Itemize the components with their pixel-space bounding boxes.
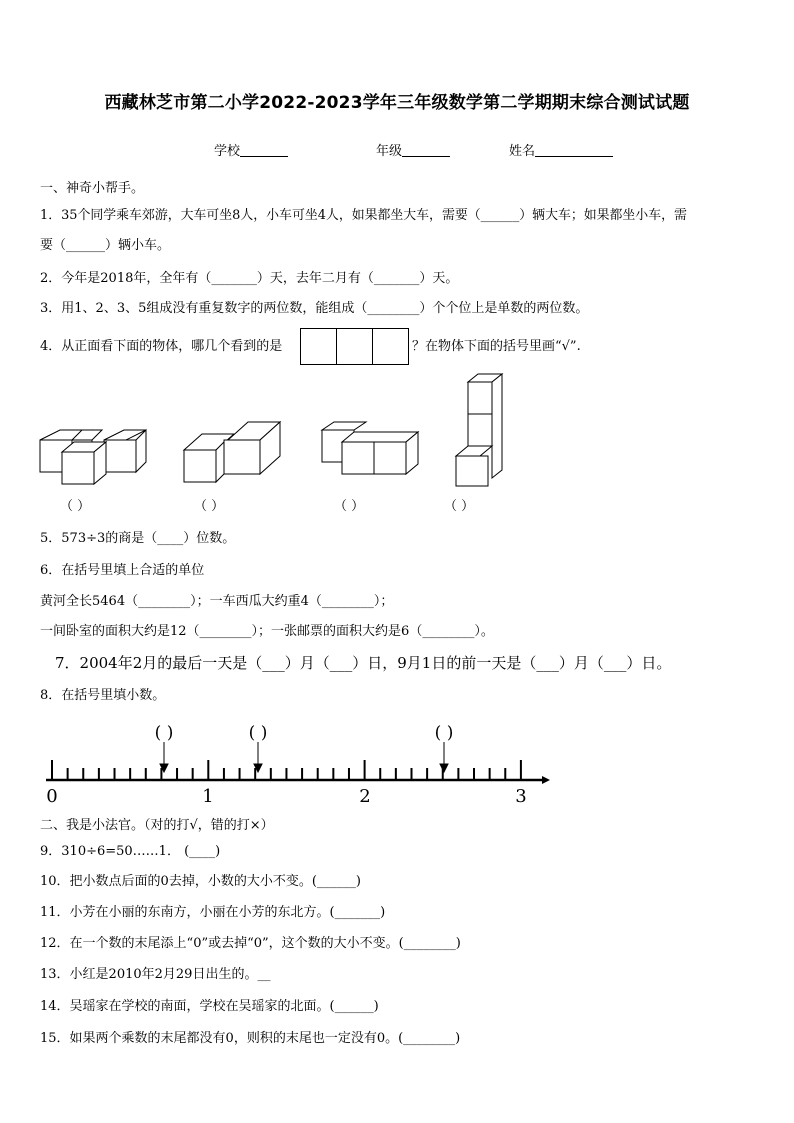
cube-figures [36,370,556,492]
question-4-text-a: 4．从正面看下面的物体，哪几个看到的是 [40,339,283,354]
question-10: 10．把小数点后面的0去掉，小数的大小不变。(______) [40,874,361,889]
number-line-label-1: 1 [202,786,214,807]
question-7: 7．2004年2月的最后一天是（___）月（___）日，9月1日的前一天是（___）月（___）日。 [55,654,672,672]
cube-1-answer-paren[interactable]: （ ） [60,499,91,514]
cube-2-answer-paren[interactable]: （ ） [194,499,225,514]
three-squares-figure [300,328,410,366]
school-label: 学校 [214,144,241,159]
number-line-blank-2: ( ) [248,723,268,743]
name-label: 姓名 [509,144,536,159]
school-field [214,140,288,159]
number-line [38,718,558,810]
number-line-label-0: 0 [46,786,58,807]
grade-label: 年级 [376,144,403,159]
question-1-line-2: 要（______）辆小车。 [40,238,171,253]
question-3: 3．用1、2、3、5组成没有重复数字的两位数，能组成（________）个个位上是单数的两位数。 [40,301,589,316]
number-line-blank-1: ( ) [154,723,174,743]
number-line-label-3: 3 [515,786,527,807]
question-13: 13．小红是2010年2月29日出生的。__ [40,967,271,982]
question-6-line-1: 黄河全长5464（________）；一车西瓜大约重4（________）； [40,594,394,609]
section-2-heading: 二、我是小法官。（对的打√，错的打×） [40,818,274,833]
cube-figure-4 [456,374,502,486]
cube-4-answer-paren[interactable]: （ ） [444,499,475,514]
number-line-label-2: 2 [359,786,371,807]
question-9: 9．310÷6=50……1． (____) [40,844,221,859]
question-11: 11．小芳在小丽的东南方，小丽在小芳的东北方。(_______) [40,905,386,920]
name-field [509,140,613,159]
number-line-blank-3: ( ) [434,723,454,743]
question-5: 5．573÷3的商是（____）位数。 [40,531,236,546]
cube-figure-1 [40,430,146,484]
grade-field [376,140,450,159]
question-12: 12．在一个数的末尾添上“0”或去掉“0”，这个数的大小不变。(________) [40,936,461,951]
question-2: 2．今年是2018年，全年有（_______）天，去年二月有（_______）天。 [40,271,459,286]
page-title: 西藏林芝市第二小学2022-2023学年三年级数学第二学期期末综合测试试题 [104,93,690,113]
cube-figure-2 [184,422,280,482]
section-1-heading: 一、神奇小帮手。 [40,181,145,196]
cube-3-answer-paren[interactable]: （ ） [334,499,365,514]
question-6: 6．在括号里填上合适的单位 [40,563,205,578]
question-14: 14．吴瑶家在学校的南面，学校在吴瑶家的北面。(______) [40,999,379,1014]
question-4-text-b: ？在物体下面的括号里画“√”. [412,339,581,354]
question-1-line-1: 1．35个同学乘车郊游，大车可坐8人，小车可坐4人，如果都坐大车，需要（______）辆大车；如果都坐小车，需 [40,208,687,223]
question-6-line-2: 一间卧室的面积大约是12（________）；一张邮票的面积大约是6（________）。 [40,624,494,639]
question-8: 8．在括号里填小数。 [40,688,166,703]
question-15: 15．如果两个乘数的末尾都没有0，则积的末尾也一定没有0。(________) [40,1031,461,1046]
cube-figure-3 [322,422,418,474]
